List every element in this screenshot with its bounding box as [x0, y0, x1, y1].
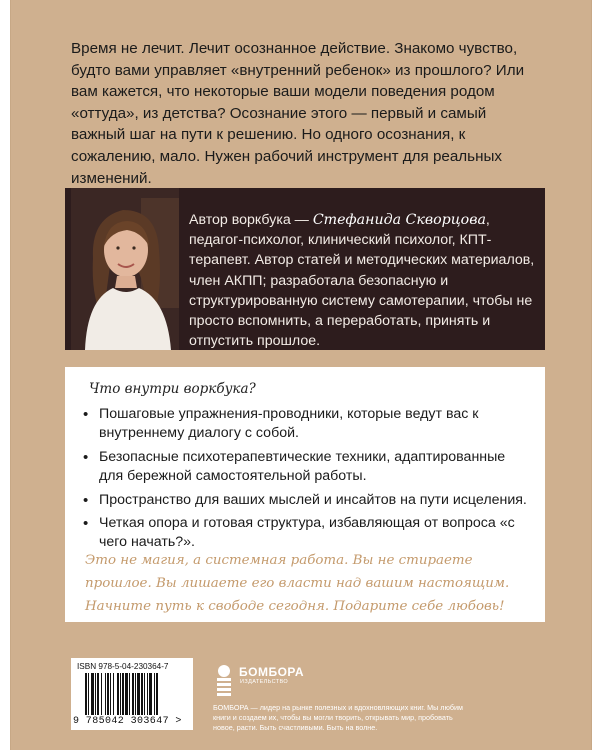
barcode-stripe	[91, 673, 94, 715]
author-name: Стефанида Скворцова	[312, 212, 486, 228]
barcode-block	[71, 658, 193, 730]
author-portrait-image	[71, 188, 179, 350]
barcode-stripe	[117, 673, 119, 715]
barcode-stripe	[141, 673, 143, 715]
intro-paragraph: Время не лечит. Лечит осознанное действие. Знакомо чувство, будто вами управляет «внутренний ребенок» из прошлого? Или вам кажется, что некоторые ваши модели поведения родом «оттуда», из детства? Осознание этого — первый и самый важный шаг на пути к решению. Но одного осознания, к сожалению, мало. Нужен рабочий инструмент для реальных изменений.	[71, 40, 525, 187]
barcode-stripe	[88, 673, 89, 715]
isbn-label: ISBN 978-5-04-230364-7	[77, 662, 169, 671]
author-description: , педагог-психолог, клинический психолог, КПТ-терапевт. Автор статей и методических материалов, член АКПП; разработала безопасную и структурированную систему самотерапии, чтобы не просто вспомнить, а переработать, принять и отпустить прошлое.	[189, 212, 535, 350]
publisher-tagline: БОМБОРА — лидер на рынке полезных и вдохновляющих книг. Мы любим книги и создаем их, чтобы вы могли творить, открывать мир, пробовать новое, расти. Быть счастливыми. Быть на волне.	[213, 703, 463, 732]
barcode-stripe	[107, 673, 109, 715]
author-bio	[189, 210, 539, 351]
closing-statement: Это не магия, а системная работа. Вы не стираете прошлое. Вы лишаете его власти над вашим настоящим. Начните путь к свободе сегодня. Подарите себе любовь!	[85, 553, 510, 614]
author-photo	[71, 188, 179, 350]
contents-list	[81, 405, 531, 557]
barcode-stripe	[97, 673, 99, 715]
barcode-stripe	[154, 673, 155, 715]
list-item: • Безопасные психотерапевтические техники, адаптированные для бережной самостоятельной работы.	[81, 448, 531, 487]
barcode-stripe	[113, 673, 114, 715]
book-back-cover	[10, 0, 592, 750]
barcode-stripe	[101, 673, 102, 715]
author-panel	[65, 188, 545, 350]
barcode-stripe	[137, 673, 140, 715]
barcode-stripe	[95, 673, 96, 715]
barcode-stripe	[147, 673, 148, 715]
contents-title: Что внутри воркбука?	[89, 381, 256, 397]
barcode-stripe	[120, 673, 121, 715]
barcode-stripe	[149, 673, 152, 715]
barcode-stripe	[135, 673, 136, 715]
publisher-name: БОМБОРА	[239, 665, 305, 679]
list-item: • Пошаговые упражнения-проводники, которые ведут вас к внутреннему диалогу с собой.	[81, 405, 531, 444]
author-prefix: Автор воркбука —	[189, 212, 313, 228]
list-item: • Четкая опора и готовая структура, избавляющая от вопроса «с чего начать?».	[81, 514, 531, 553]
barcode-stripe	[144, 673, 145, 715]
barcode-image	[85, 673, 181, 717]
barcode-stripe	[129, 673, 130, 715]
barcode-stripe	[156, 673, 158, 715]
barcode-stripe	[125, 673, 128, 715]
barcode-stripe	[105, 673, 106, 715]
publisher-subtitle: ИЗДАТЕЛЬСТВО	[240, 679, 289, 685]
barcode-digits: 9 785042 303647 >	[73, 716, 182, 727]
list-item: • Пространство для ваших мыслей и инсайтов на пути исцеления.	[81, 491, 531, 510]
barcode-stripe	[85, 673, 87, 715]
barcode-stripe	[122, 673, 124, 715]
contents-panel	[65, 367, 545, 622]
barcode-stripe	[132, 673, 134, 715]
barcode-stripe	[110, 673, 111, 715]
